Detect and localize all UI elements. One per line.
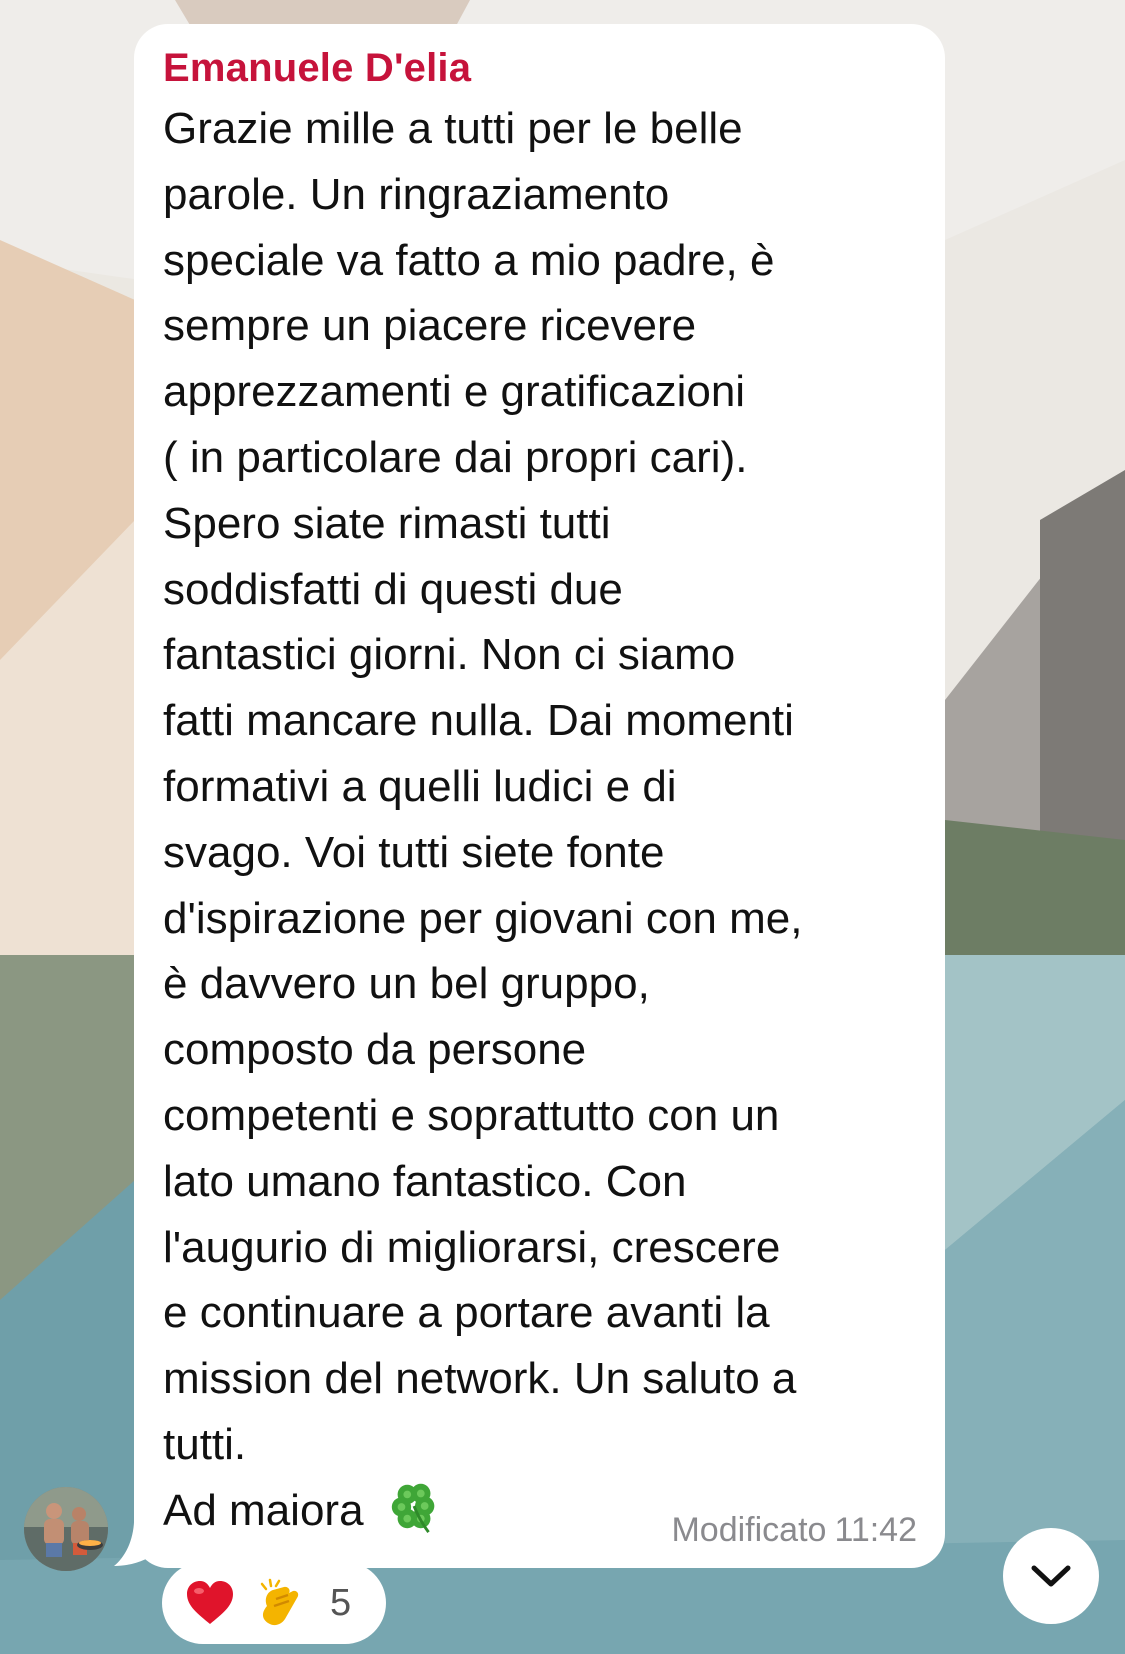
chevron-down-icon — [1030, 1563, 1072, 1589]
red-heart-icon[interactable] — [184, 1577, 236, 1629]
message-line: è davvero un bel gruppo, — [163, 959, 650, 1009]
scroll-down-button[interactable] — [1003, 1528, 1099, 1624]
message-line: e continuare a portare avanti la — [163, 1288, 770, 1338]
edited-label: Modificato — [671, 1511, 827, 1549]
message-line: speciale va fatto a mio padre, è — [163, 235, 775, 285]
message-time: 11:42 — [834, 1511, 917, 1549]
message-line: svago. Voi tutti siete fonte — [163, 827, 665, 877]
message-line: mission del network. Un saluto a — [163, 1354, 797, 1404]
message-line: d'ispirazione per giovani con me, — [163, 893, 803, 943]
message-line: apprezzamenti e gratificazioni — [163, 367, 746, 417]
message-line: competenti e soprattutto con un — [163, 1090, 780, 1140]
message-line: tutti. — [163, 1419, 247, 1469]
message-line: lato umano fantastico. Con — [163, 1156, 687, 1206]
message-line: fatti mancare nulla. Dai momenti — [163, 696, 794, 746]
message-line: soddisfatti di questi due — [163, 564, 623, 614]
message-line: fantastici giorni. Non ci siamo — [163, 630, 736, 680]
message-line: Grazie mille a tutti per le belle — [163, 104, 743, 153]
message-line: ( in particolare dai propri cari). — [163, 432, 748, 482]
clapping-hands-icon[interactable] — [254, 1577, 306, 1629]
message-meta — [663, 1510, 917, 1550]
message-line: formativi a quelli ludici e di — [163, 761, 677, 811]
sender-name[interactable]: Emanuele D'elia — [163, 46, 472, 90]
message-line: parole. Un ringraziamento — [163, 169, 670, 219]
message-line: l'augurio di migliorarsi, crescere — [163, 1222, 781, 1272]
avatar-photo — [24, 1487, 108, 1571]
four-leaf-clover-icon — [386, 1478, 444, 1536]
avatar[interactable] — [24, 1487, 108, 1571]
reaction-count: 5 — [330, 1582, 352, 1624]
message-line: Spero siate rimasti tutti — [163, 498, 611, 548]
message-text — [163, 96, 905, 1544]
message-line: composto da persone — [163, 1025, 587, 1075]
message-line: sempre un piacere ricevere — [163, 301, 697, 351]
reaction-bar[interactable] — [162, 1562, 386, 1644]
closing-text: Ad maiora — [163, 1485, 364, 1535]
message-bubble[interactable] — [134, 24, 945, 1568]
